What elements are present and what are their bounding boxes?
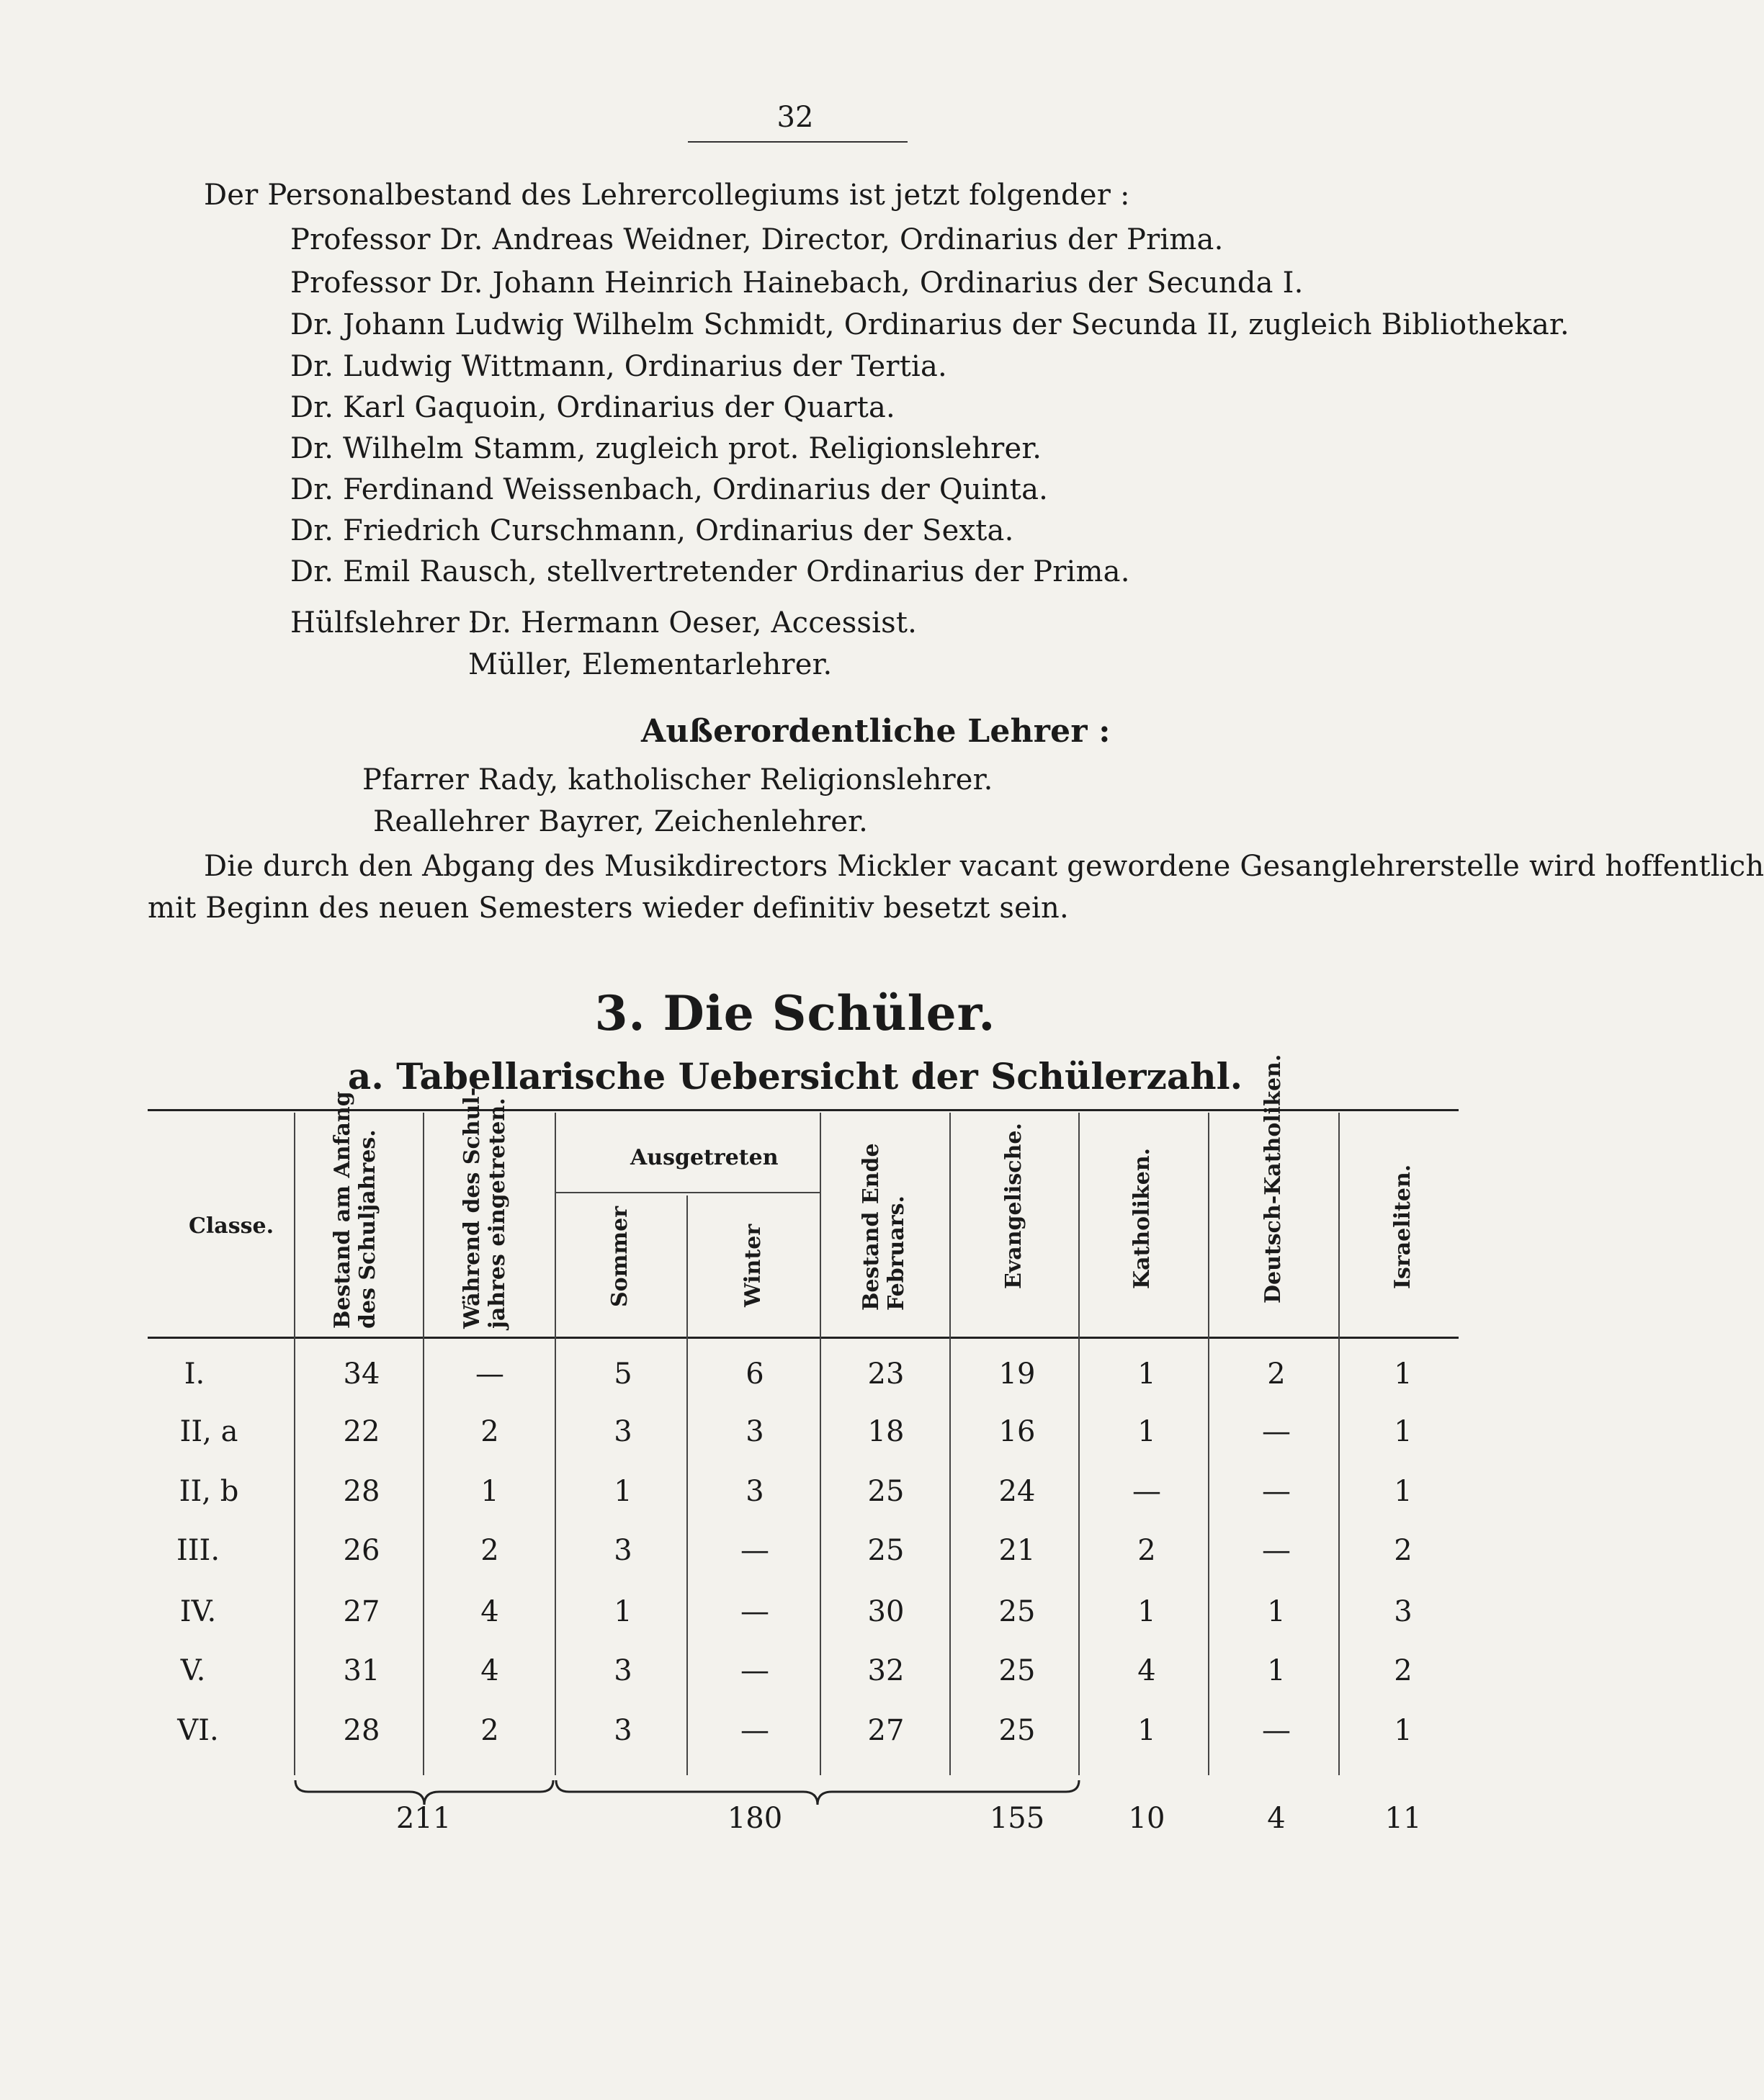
helper-line: Müller, Elementarlehrer.: [468, 648, 833, 681]
cell: 30: [867, 1595, 905, 1628]
cell: 1: [1394, 1358, 1412, 1391]
column-divider: [1078, 1113, 1080, 1775]
cell: 28: [343, 1714, 380, 1747]
cell: 2: [1394, 1654, 1412, 1687]
cell: 1: [1137, 1358, 1156, 1391]
column-divider: [949, 1113, 951, 1775]
note-line: Die durch den Abgang des Musikdirectors Mickler vacant gewordene Gesanglehrerstelle wird hoffentlich: [204, 850, 1764, 883]
total-israeliten: 11: [1384, 1802, 1422, 1835]
page-number-rule: [688, 141, 908, 143]
teacher-line: Dr. Ludwig Wittmann, Ordinarius der Tertia.: [290, 350, 947, 383]
cell: 25: [867, 1534, 905, 1567]
cell: 1: [1267, 1654, 1286, 1687]
cell: 25: [998, 1595, 1036, 1628]
cell: 24: [998, 1475, 1036, 1508]
teacher-line: Dr. Friedrich Curschmann, Ordinarius der Sexta.: [290, 514, 1014, 547]
note-line: mit Beginn des neuen Semesters wieder definitiv besetzt sein.: [148, 892, 1069, 925]
cell: —: [475, 1358, 504, 1391]
total-ausgetreten-ende: 180: [727, 1802, 783, 1835]
row-class: II, a: [179, 1415, 238, 1448]
cell: —: [1132, 1475, 1161, 1508]
cell: 19: [998, 1358, 1036, 1391]
total-deutschkath: 4: [1267, 1802, 1286, 1835]
cell: 1: [1137, 1714, 1156, 1747]
cell: —: [1262, 1415, 1291, 1448]
cell: 2: [480, 1534, 499, 1567]
cell: 3: [614, 1654, 632, 1687]
column-divider: [294, 1113, 295, 1775]
cell: 25: [998, 1714, 1036, 1747]
header-eingetreten: Während des Schul- jahres eingetreten.: [460, 1087, 510, 1329]
teacher-line: Dr. Emil Rausch, stellvertretender Ordinarius der Prima.: [290, 555, 1130, 588]
cell: 23: [867, 1358, 905, 1391]
cell: 1: [1267, 1595, 1286, 1628]
cell: 25: [867, 1475, 905, 1508]
teacher-line: Dr. Wilhelm Stamm, zugleich prot. Religionslehrer.: [290, 432, 1042, 465]
cell: 27: [867, 1714, 905, 1747]
extraordinary-heading: Außerordentliche Lehrer :: [641, 713, 1111, 750]
ausgetreten-rule: [555, 1192, 820, 1193]
header-evangelisch: Evangelische.: [1001, 1123, 1026, 1289]
cell: 2: [1137, 1534, 1156, 1567]
teacher-line: Dr. Johann Ludwig Wilhelm Schmidt, Ordinarius der Secunda II, zugleich Bibliothekar.: [290, 308, 1570, 341]
cell: 28: [343, 1475, 380, 1508]
cell: 27: [343, 1595, 380, 1628]
cell: 3: [614, 1415, 632, 1448]
cell: —: [740, 1534, 769, 1567]
row-class: II, b: [179, 1475, 239, 1508]
column-divider: [423, 1113, 424, 1775]
teacher-line: Dr. Ferdinand Weissenbach, Ordinarius der Quinta.: [290, 473, 1049, 506]
cell: 16: [998, 1415, 1036, 1448]
teacher-line: Professor Dr. Andreas Weidner, Director, Ordinarius der Prima.: [290, 223, 1224, 256]
cell: 1: [1394, 1415, 1412, 1448]
cell: 4: [480, 1595, 499, 1628]
column-divider: [686, 1195, 688, 1775]
cell: 26: [343, 1534, 380, 1567]
cell: 1: [614, 1475, 632, 1508]
cell: —: [1262, 1714, 1291, 1747]
cell: 2: [1267, 1358, 1286, 1391]
cell: 5: [614, 1358, 632, 1391]
cell: 1: [1394, 1475, 1412, 1508]
staff-intro: Der Personalbestand des Lehrercollegiums ist jetzt folgender :: [204, 179, 1130, 212]
row-class: IV.: [179, 1595, 217, 1628]
total-anfang-eingetreten: 211: [395, 1802, 452, 1835]
cell: 2: [480, 1714, 499, 1747]
table-header-rule: [148, 1337, 1459, 1339]
cell: —: [740, 1654, 769, 1687]
section-title: 3. Die Schüler.: [594, 985, 996, 1041]
cell: 1: [480, 1475, 499, 1508]
row-class: VI.: [177, 1714, 219, 1747]
cell: 4: [480, 1654, 499, 1687]
cell: 18: [867, 1415, 905, 1448]
header-ausgetreten: Ausgetreten: [630, 1145, 779, 1170]
header-israeliten: Israeliten.: [1390, 1164, 1415, 1289]
cell: 2: [1394, 1534, 1412, 1567]
cell: 1: [614, 1595, 632, 1628]
cell: —: [740, 1714, 769, 1747]
column-divider: [820, 1113, 821, 1775]
page-number: 32: [776, 101, 814, 134]
teacher-line: Dr. Karl Gaquoin, Ordinarius der Quarta.: [290, 391, 895, 424]
cell: 3: [746, 1415, 764, 1448]
cell: 1: [1137, 1595, 1156, 1628]
cell: —: [1262, 1475, 1291, 1508]
header-bestand-anfang: Bestand am Anfang des Schuljahres.: [330, 1091, 380, 1329]
total-evangelisch: 155: [989, 1802, 1045, 1835]
header-katholiken: Katholiken.: [1129, 1147, 1155, 1289]
helper-line: Dr. Hermann Oeser, Accessist.: [468, 606, 918, 640]
cell: 4: [1137, 1654, 1156, 1687]
cell: 3: [614, 1714, 632, 1747]
cell: —: [740, 1595, 769, 1628]
cell: 3: [746, 1475, 764, 1508]
header-winter: Winter: [740, 1224, 766, 1307]
row-class: V.: [180, 1654, 206, 1687]
cell: 34: [343, 1358, 380, 1391]
cell: 25: [998, 1654, 1036, 1687]
cell: 3: [614, 1534, 632, 1567]
column-divider: [1338, 1113, 1340, 1775]
cell: 6: [746, 1358, 764, 1391]
sub-title: a. Tabellarische Uebersicht der Schülerzahl.: [347, 1055, 1243, 1098]
row-class: III.: [176, 1534, 220, 1567]
cell: 1: [1137, 1415, 1156, 1448]
total-katholiken: 10: [1128, 1802, 1165, 1835]
header-bestand-ende: Bestand Ende Februars.: [859, 1143, 909, 1311]
header-classe: Classe.: [189, 1213, 274, 1239]
cell: 32: [867, 1654, 905, 1687]
helpers-label: Hülfslehrer :: [290, 606, 479, 640]
column-divider: [1208, 1113, 1209, 1775]
extraordinary-item: Pfarrer Rady, katholischer Religionslehrer.: [362, 763, 993, 797]
teacher-line: Professor Dr. Johann Heinrich Hainebach, Ordinarius der Secunda I.: [290, 266, 1304, 300]
cell: 31: [343, 1654, 380, 1687]
cell: —: [1262, 1534, 1291, 1567]
cell: 2: [480, 1415, 499, 1448]
cell: 21: [998, 1534, 1036, 1567]
header-sommer: Sommer: [607, 1206, 632, 1307]
row-class: I.: [184, 1358, 205, 1391]
extraordinary-item: Reallehrer Bayrer, Zeichenlehrer.: [373, 805, 868, 838]
column-divider: [555, 1113, 556, 1775]
cell: 3: [1394, 1595, 1412, 1628]
cell: 22: [343, 1415, 380, 1448]
header-deutschkath: Deutsch-Katholiken.: [1261, 1054, 1286, 1303]
cell: 1: [1394, 1714, 1412, 1747]
